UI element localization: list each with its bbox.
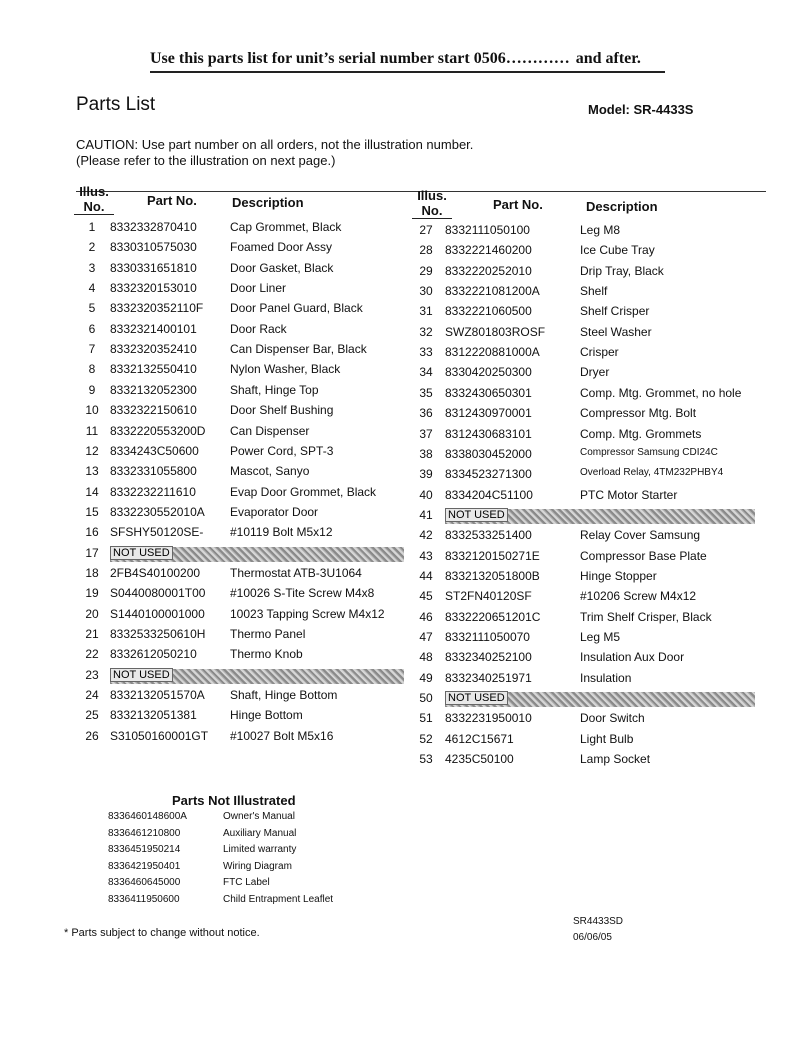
illus-no: 34 — [419, 365, 433, 380]
part-number: 4612C15671 — [445, 731, 514, 746]
part-number: 8332132051570A — [110, 688, 205, 703]
part-description: Owner's Manual — [223, 811, 295, 822]
illus-no: 17 — [85, 545, 99, 560]
part-number: SWZ801803ROSF — [445, 324, 546, 339]
caution-note — [76, 137, 473, 169]
illus-no: 13 — [85, 464, 99, 479]
part-number: 8332220252010 — [445, 263, 532, 278]
part-description: Compressor Samsung CDI24C — [580, 446, 718, 458]
table-row — [0, 386, 808, 406]
part-description: Compressor Mtg. Bolt — [580, 406, 697, 421]
illus-no: 51 — [419, 711, 433, 726]
part-number: 8332221460200 — [445, 243, 532, 258]
part-number: 8332430650301 — [445, 385, 532, 400]
part-description: Overload Relay, 4TM232PHBY4 — [580, 467, 724, 479]
part-description: Door Rack — [230, 321, 287, 336]
illus-no: 4 — [88, 281, 96, 296]
part-number: 8332231950010 — [445, 711, 532, 726]
left-part-no-header: Part No. — [147, 193, 197, 208]
part-description: Mascot, Sanyo — [230, 464, 310, 479]
part-description: Dryer — [580, 365, 610, 380]
table-row — [0, 650, 808, 670]
part-number: 8336421950401 — [108, 860, 181, 872]
part-description: Door Panel Guard, Black — [230, 301, 363, 316]
part-number: 8334523271300 — [445, 467, 532, 482]
part-number: 8332331055800 — [110, 464, 197, 479]
right-illus-header-bottom: No. — [412, 203, 452, 219]
table-row — [0, 325, 808, 345]
part-number: 8336460645000 — [108, 877, 181, 889]
illus-no: 30 — [419, 284, 433, 299]
part-description: Hinge Stopper — [580, 568, 657, 583]
part-description: Child Entrapment Leaflet — [223, 894, 334, 905]
illus-no: 11 — [85, 423, 99, 438]
doc-date: 06/06/05 — [573, 932, 612, 943]
illus-no: 39 — [419, 467, 433, 482]
illus-no: 42 — [419, 528, 433, 543]
table-row — [0, 508, 808, 528]
illus-no: 1 — [88, 220, 96, 234]
table-row — [0, 549, 808, 569]
illus-no: 45 — [419, 589, 433, 604]
part-description: Thermo Panel — [230, 627, 306, 641]
part-description: Shaft, Hinge Bottom — [230, 688, 338, 703]
illus-no: 41 — [419, 507, 433, 522]
part-description: Crisper — [580, 345, 619, 360]
part-number: 8336451950214 — [108, 844, 181, 856]
part-description: Light Bulb — [580, 731, 634, 746]
part-description: Thermostat ATB-3U1064 — [230, 565, 362, 580]
right-description-header: Description — [586, 199, 658, 214]
illus-no: 5 — [88, 301, 96, 316]
part-description: Shelf — [580, 284, 608, 299]
list-item — [108, 844, 408, 861]
table-row — [0, 488, 808, 508]
illus-no: 46 — [419, 609, 433, 624]
illus-no: 40 — [419, 487, 433, 502]
table-row — [0, 569, 808, 589]
illus-no: 19 — [85, 586, 99, 601]
illus-no: 38 — [419, 446, 433, 461]
part-number: 8312220881000A — [445, 345, 540, 360]
illus-no: 36 — [419, 406, 433, 421]
illus-no: 53 — [419, 752, 433, 767]
illus-no: 9 — [88, 382, 96, 397]
not-illustrated-title: Parts Not Illustrated — [172, 793, 296, 808]
illus-no: 52 — [419, 731, 433, 746]
table-row — [0, 610, 808, 630]
left-illus-header — [74, 184, 114, 215]
part-description: Trim Shelf Crisper, Black — [580, 609, 712, 624]
part-number: 8334204C51100 — [445, 487, 533, 502]
illus-no: 18 — [85, 565, 99, 580]
part-number: 8330331651810 — [110, 260, 197, 275]
illus-no: 8 — [88, 362, 96, 377]
table-row — [0, 427, 808, 447]
left-illus-header-top: Illus. — [79, 184, 109, 199]
part-description: #10119 Bolt M5x12 — [230, 525, 333, 540]
table-row — [0, 365, 808, 385]
part-number: ST2FN40120SF — [445, 589, 532, 604]
part-description: #10027 Bolt M5x16 — [230, 728, 334, 743]
not-used-marker — [445, 509, 755, 524]
part-description: Insulation — [580, 670, 632, 685]
illus-no: 29 — [419, 263, 433, 278]
not-used-label: NOT USED — [110, 668, 173, 682]
part-description: Relay Cover Samsung — [580, 528, 701, 543]
illus-no: 6 — [88, 321, 96, 336]
illus-no: 44 — [419, 568, 433, 583]
table-row — [0, 711, 808, 731]
part-number: 8332221081200A — [445, 284, 540, 299]
part-number: 8332320352110F — [110, 301, 204, 316]
part-number: 8332111050100 — [445, 223, 530, 237]
caution-line-1: CAUTION: Use part number on all orders, not the illustration number. — [76, 137, 474, 152]
not-used-label: NOT USED — [445, 508, 508, 522]
part-description: Evaporator Door — [230, 504, 319, 519]
right-part-no-header: Part No. — [493, 197, 543, 212]
part-number: 8332132052300 — [110, 382, 197, 397]
part-description: Can Dispenser Bar, Black — [230, 342, 367, 357]
table-row — [0, 284, 808, 304]
part-description: Leg M5 — [580, 630, 621, 644]
part-number: SFSHY50120SE- — [110, 525, 204, 540]
part-number: 8334243C50600 — [110, 443, 199, 458]
illus-no: 35 — [419, 385, 433, 400]
part-number: 8332220651201C — [445, 609, 541, 624]
part-number: 8336461210800 — [108, 827, 181, 839]
part-number: 8332111050070 — [445, 630, 530, 644]
part-description: Auxiliary Manual — [223, 827, 297, 839]
list-item — [108, 877, 408, 894]
illus-no: 37 — [419, 426, 433, 441]
illus-no: 23 — [85, 667, 99, 682]
not-used-marker — [445, 692, 755, 707]
part-number: 2FB4S40100200 — [110, 565, 201, 580]
illus-no: 22 — [85, 647, 99, 662]
part-description: Comp. Mtg. Grommet, no hole — [580, 385, 742, 400]
part-description: Limited warranty — [223, 844, 297, 856]
part-number: 8332221060500 — [445, 304, 532, 319]
part-description: Nylon Washer, Black — [230, 362, 341, 377]
part-description: Power Cord, SPT-3 — [230, 443, 334, 458]
part-description: 10023 Tapping Screw M4x12 — [230, 606, 385, 621]
right-illus-header-top: Illus. — [417, 188, 447, 203]
part-description: Lamp Socket — [580, 752, 651, 767]
part-number: 8312430683101 — [445, 426, 532, 441]
illus-no: 12 — [85, 443, 99, 458]
part-number: 8332340252100 — [445, 650, 532, 665]
list-item — [108, 894, 408, 911]
illus-no: 48 — [419, 650, 433, 665]
part-number: 8336460148600A — [108, 811, 187, 822]
part-description: Insulation Aux Door — [580, 650, 685, 665]
table-row — [0, 304, 808, 324]
part-description: Hinge Bottom — [230, 708, 303, 723]
illus-no: 50 — [419, 691, 433, 706]
part-number: 8332340251971 — [445, 670, 532, 685]
table-row — [0, 447, 808, 467]
part-number: 8332232211610 — [110, 484, 196, 499]
illus-no: 15 — [85, 504, 99, 519]
part-description: Ice Cube Tray — [580, 243, 655, 258]
table-row — [0, 264, 808, 284]
illus-no: 21 — [85, 627, 99, 641]
part-description: Comp. Mtg. Grommets — [580, 426, 702, 441]
table-row — [0, 671, 808, 691]
illus-no: 25 — [85, 708, 99, 723]
table-row — [0, 752, 808, 772]
part-number: 8332220553200D — [110, 423, 206, 438]
part-description: #10206 Screw M4x12 — [580, 589, 697, 604]
serial-notice — [150, 50, 665, 73]
part-number: 8338030452000 — [445, 446, 532, 461]
part-number: 8332320352410 — [110, 342, 197, 357]
part-description: PTC Motor Starter — [580, 487, 678, 502]
part-description: Shelf Crisper — [580, 304, 650, 319]
part-number: 8330310575030 — [110, 240, 197, 255]
part-description: Door Shelf Bushing — [230, 403, 334, 418]
table-row — [0, 223, 808, 243]
part-number: S0440080001T00 — [110, 586, 206, 601]
part-number: 8332322150610 — [110, 403, 197, 418]
footnote: * Parts subject to change without notice. — [64, 927, 260, 939]
part-description: Door Switch — [580, 711, 645, 726]
table-row — [0, 630, 808, 650]
part-description: Steel Washer — [580, 324, 652, 339]
part-description: Drip Tray, Black — [580, 263, 664, 278]
part-number: S31050160001GT — [110, 728, 209, 743]
part-number: 8332533251400 — [445, 528, 532, 543]
part-number: S1440100001000 — [110, 606, 205, 621]
illus-no: 7 — [88, 342, 96, 357]
illus-no: 31 — [419, 304, 433, 319]
part-description: Door Gasket, Black — [230, 260, 334, 275]
serial-notice-tail: and after. — [575, 50, 641, 67]
illus-no: 49 — [419, 670, 433, 685]
illus-no: 28 — [419, 243, 433, 258]
page-title: Parts List — [76, 94, 156, 115]
illus-no: 47 — [419, 630, 433, 644]
left-illus-header-bottom: No. — [74, 199, 114, 215]
part-description: Cap Grommet, Black — [230, 220, 342, 234]
part-number: 8332612050210 — [110, 647, 197, 662]
list-item — [108, 861, 408, 878]
illus-no: 16 — [85, 525, 99, 540]
table-row — [0, 528, 808, 548]
part-description: FTC Label — [223, 877, 270, 889]
illus-no: 32 — [419, 324, 433, 339]
illus-no: 27 — [419, 223, 433, 237]
illus-no: 24 — [85, 688, 99, 703]
part-description: Leg M8 — [580, 223, 621, 237]
part-description: Wiring Diagram — [223, 860, 292, 872]
serial-notice-lead: Use this parts list for unit’s serial number start 0506………… — [150, 50, 570, 67]
part-description: Evap Door Grommet, Black — [230, 484, 377, 499]
doc-code: SR4433SD — [573, 916, 624, 927]
illus-no: 2 — [88, 240, 96, 255]
table-row — [0, 732, 808, 752]
table-row — [0, 589, 808, 609]
part-number: 8332533250610H — [110, 627, 206, 641]
table-row — [0, 345, 808, 365]
part-number: 8330420250300 — [445, 365, 532, 380]
not-used-label: NOT USED — [110, 546, 173, 560]
illus-no: 10 — [85, 403, 99, 418]
part-number: 8332132051800B — [445, 568, 540, 583]
illus-no: 14 — [85, 484, 99, 499]
part-description: Thermo Knob — [230, 647, 303, 662]
table-row — [0, 467, 808, 487]
part-description: Door Liner — [230, 281, 287, 296]
part-number: 8312430970001 — [445, 406, 532, 421]
table-row — [0, 243, 808, 263]
illus-no: 33 — [419, 345, 433, 360]
illus-no: 20 — [85, 606, 99, 621]
list-item — [108, 811, 408, 828]
part-description: #10026 S-Tite Screw M4x8 — [230, 586, 375, 601]
right-illus-header — [412, 188, 452, 219]
part-description: Can Dispenser — [230, 423, 310, 438]
part-number: 8332132051381 — [110, 708, 197, 723]
illus-no: 26 — [85, 728, 99, 743]
table-row — [0, 406, 808, 426]
part-number: 8336411950600 — [108, 894, 180, 905]
table-row — [0, 691, 808, 711]
part-number: 4235C50100 — [445, 752, 514, 767]
doc-info — [573, 914, 623, 946]
model-label: Model: SR-4433S — [588, 102, 694, 117]
part-number: 8332120150271E — [445, 548, 540, 563]
part-description: Compressor Base Plate — [580, 548, 707, 563]
part-number: 8332332870410 — [110, 220, 197, 234]
illus-no: 3 — [88, 260, 96, 275]
not-used-label: NOT USED — [445, 691, 508, 705]
part-description: Foamed Door Assy — [230, 240, 333, 255]
part-number: 8332132550410 — [110, 362, 197, 377]
caution-line-2: (Please refer to the illustration on next page.) — [76, 153, 336, 168]
part-number: 8332321400101 — [110, 321, 197, 336]
left-description-header: Description — [232, 195, 304, 210]
list-item — [108, 828, 408, 845]
part-description: Shaft, Hinge Top — [230, 382, 319, 397]
part-number: 8332320153010 — [110, 281, 197, 296]
part-number: 8332230552010A — [110, 504, 205, 519]
illus-no: 43 — [419, 548, 433, 563]
